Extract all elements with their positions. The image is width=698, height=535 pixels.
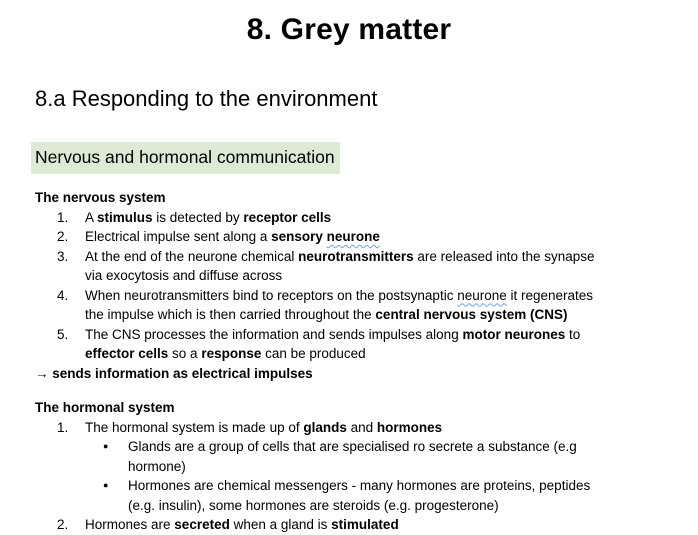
numbered-list-item xyxy=(35,418,663,516)
list-item-row xyxy=(57,286,663,325)
text-segment: the impulse which is then carried throughout the xyxy=(85,307,376,322)
text-segment: hormone) xyxy=(128,458,186,474)
arrow-summary-note: → sends information as electrical impulses xyxy=(35,365,313,381)
numbered-list-item xyxy=(35,515,663,535)
text-segment: Hormones are chemical messengers - many hormones are proteins, peptides xyxy=(128,478,591,493)
text-segment: stimulus xyxy=(97,209,153,225)
text-segment: neurotransmitters xyxy=(298,248,414,264)
hormonal-system-list xyxy=(35,418,663,535)
list-item-row xyxy=(57,227,663,247)
text-segment: At the end of the neurone chemical xyxy=(85,248,299,264)
bullet-icon: ● xyxy=(103,480,109,490)
text-segment: motor neurones xyxy=(462,326,566,342)
text-segment: A xyxy=(85,209,98,225)
text-segment: Glands are a group of cells that are specialised ro secrete a substance (e.g xyxy=(128,439,577,454)
document-title: 8. Grey matter xyxy=(246,13,452,46)
text-segment: (e.g. insulin), some hormones are steroids (e.g. progesterone) xyxy=(128,497,499,513)
list-item-text xyxy=(85,286,593,325)
list-item-row xyxy=(57,325,663,364)
text-segment: is detected by xyxy=(152,209,244,225)
sub-bullet-item xyxy=(103,437,663,476)
numbered-list-item xyxy=(35,208,663,228)
nervous-system-heading: The nervous system xyxy=(35,190,166,205)
list-item-number: 2. xyxy=(57,229,69,244)
topic-heading xyxy=(35,142,663,174)
list-item-row xyxy=(57,418,663,438)
hormonal-system-heading: The hormonal system xyxy=(35,400,175,415)
text-segment: when a gland is xyxy=(229,517,332,532)
text-segment: can be produced xyxy=(261,346,366,361)
text-segment: it regenerates xyxy=(506,287,594,303)
topic-heading-text: Nervous and hormonal communication xyxy=(31,142,340,174)
spellcheck-flagged-word: neurone xyxy=(326,229,380,244)
spellcheck-flagged-word: neurone xyxy=(457,287,507,303)
text-segment: stimulated xyxy=(331,517,399,532)
text-segment: The CNS processes the information and sends impulses along xyxy=(85,326,463,342)
text-segment: glands xyxy=(303,419,347,435)
text-segment: are released into the synapse xyxy=(413,248,595,264)
list-item-number: 2. xyxy=(57,517,69,532)
text-segment: receptor cells xyxy=(243,209,332,225)
text-segment: sensory xyxy=(271,229,327,244)
text-segment: response xyxy=(201,346,262,361)
list-item-number: 4. xyxy=(57,287,69,303)
text-segment: central nervous system (CNS) xyxy=(375,307,568,322)
text-segment: to xyxy=(565,326,581,342)
numbered-list-item xyxy=(35,227,663,247)
numbered-list-item xyxy=(35,325,663,364)
numbered-list-item xyxy=(35,247,663,286)
list-item-text xyxy=(85,208,331,228)
list-item-text xyxy=(85,325,580,364)
text-segment: so a xyxy=(168,346,202,361)
text-segment: Hormones are xyxy=(85,517,175,532)
text-segment: secreted xyxy=(174,517,230,532)
list-item-row xyxy=(57,515,663,535)
sub-bullet-item xyxy=(103,476,663,515)
text-segment: via exocytosis and diffuse across xyxy=(85,268,283,283)
text-segment: When neurotransmitters bind to receptors on the postsynaptic xyxy=(85,287,458,303)
sub-bullet-list xyxy=(35,437,663,515)
nervous-system-list xyxy=(35,208,663,364)
list-item-text xyxy=(85,227,380,247)
text-segment: The hormonal system is made up of xyxy=(85,419,304,435)
list-item-row xyxy=(57,208,663,228)
sub-bullet-text xyxy=(128,437,577,476)
bullet-icon: ● xyxy=(103,441,109,451)
list-item-number: 1. xyxy=(57,209,69,225)
text-segment: Electrical impulse sent along a xyxy=(85,229,272,244)
numbered-list-item xyxy=(35,286,663,325)
text-segment: hormones xyxy=(376,419,443,435)
list-item-number: 5. xyxy=(57,326,69,342)
section-heading: 8.a Responding to the environment xyxy=(35,86,378,111)
list-item-text xyxy=(85,515,399,535)
list-item-row xyxy=(57,247,663,286)
list-item-text xyxy=(85,247,595,286)
list-item-number: 1. xyxy=(57,419,69,435)
list-item-text xyxy=(85,418,442,438)
text-segment: and xyxy=(346,419,377,435)
text-segment: effector cells xyxy=(85,346,169,361)
list-item-number: 3. xyxy=(57,248,69,264)
sub-bullet-text xyxy=(128,476,590,515)
